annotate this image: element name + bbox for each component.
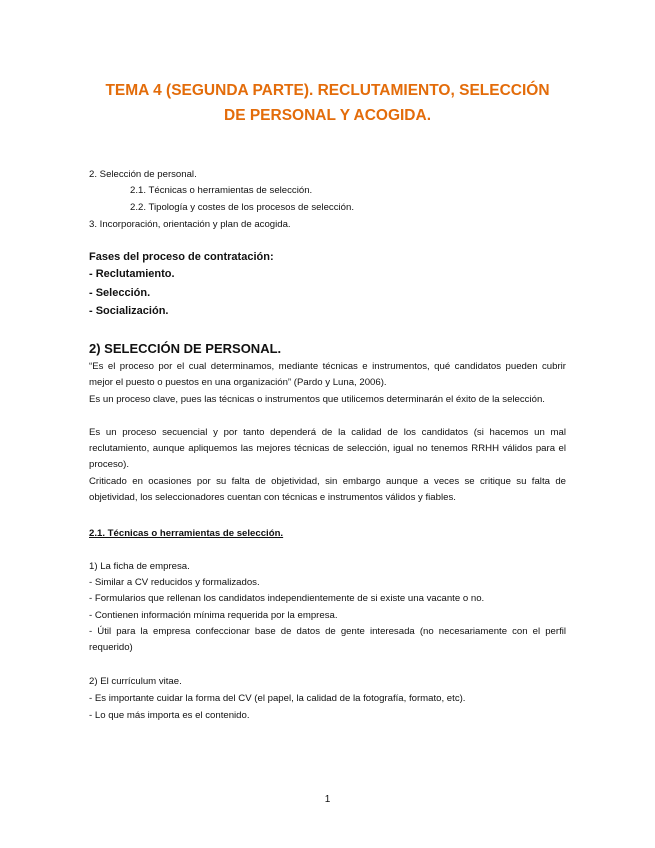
item-line: - Similar a CV reducidos y formalizados. [89,577,260,588]
phase-item: - Selección. [89,287,151,299]
phase-item: - Reclutamiento. [89,268,175,280]
toc-item: 2. Selección de personal. [89,169,197,180]
item-line: - Formularios que rellenan los candidatos independientemente de si existe una vacante o no. [89,593,485,604]
document-title [60,78,595,128]
phases-heading: Fases del proceso de contratación: [89,251,274,263]
paragraph: “Es el proceso por el cual determinamos, mediante técnicas e instrumentos, qué candidatos pueden cubrir mejor el puesto o puestos en una organización” (Pardo y Luna, 2006). [89,361,566,389]
toc-item: 3. Incorporación, orientación y plan de acogida. [89,219,291,230]
toc-item: 2.2. Tipología y costes de los procesos de selección. [130,202,354,213]
item-title: 2) El currículum vitae. [89,676,182,687]
paragraph: Criticado en ocasiones por su falta de objetividad, sin embargo aunque a veces se critique su falta de objetividad, los seleccionadores cuentan con técnicas e instrumentos válidos y fiables. [89,476,566,504]
item-title: 1) La ficha de empresa. [89,561,190,572]
item-line: - Contienen información mínima requerida por la empresa. [89,610,338,621]
title-line-1: TEMA 4 (SEGUNDA PARTE). RECLUTAMIENTO, SELECCIÓN [105,82,550,99]
item-line: - Es importante cuidar la forma del CV (el papel, la calidad de la fotografía, formato, etc). [89,693,466,704]
subsection-heading: 2.1. Técnicas o herramientas de selección. [89,528,284,539]
page-number: 1 [324,794,331,805]
section-heading: 2) SELECCIÓN DE PERSONAL. [89,341,282,356]
item-line: - Lo que más importa es el contenido. [89,710,250,721]
phase-item: - Socialización. [89,305,169,317]
paragraph: Es un proceso clave, pues las técnicas o instrumentos que utilicemos determinarán el éxito de la selección. [89,394,545,405]
toc-item: 2.1. Técnicas o herramientas de selección. [130,185,313,196]
title-line-2: DE PERSONAL Y ACOGIDA. [224,107,431,124]
item-line: - Útil para la empresa confeccionar base de datos de gente interesada (no necesariamente con el perfil requerido) [89,626,566,654]
paragraph: Es un proceso secuencial y por tanto dependerá de la calidad de los candidatos (si hacemos un mal reclutamiento, aunque apliquemos las mejores técnicas de selección, igual no tenemos RRHH válidos para el proceso). [89,427,566,471]
